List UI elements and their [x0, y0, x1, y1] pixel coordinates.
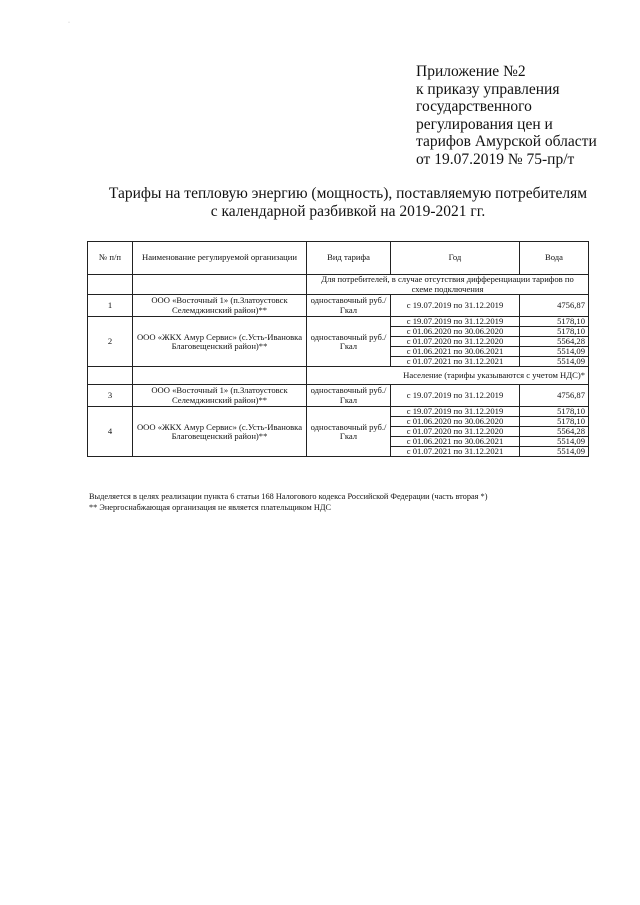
- row-value: 4756,87: [520, 295, 589, 317]
- row-value: 5514,09: [520, 347, 589, 357]
- row-value: 5564,28: [520, 337, 589, 347]
- row-value: 5178,10: [520, 317, 589, 327]
- table-row: [88, 317, 589, 327]
- row-num: 2: [88, 317, 133, 367]
- row-value: 5178,10: [520, 327, 589, 337]
- row-period: с 01.07.2021 по 31.12.2021: [391, 447, 520, 457]
- scan-mark: ·: [68, 20, 70, 26]
- table-row: [88, 385, 589, 407]
- tariffs-table: [87, 241, 589, 457]
- row-period: с 01.07.2021 по 31.12.2021: [391, 357, 520, 367]
- row-period: с 01.06.2021 по 30.06.2021: [391, 347, 520, 357]
- row-org: ООО «Восточный 1» (п.Златоустовск Селемджинский район)**: [133, 295, 307, 317]
- appendix-line: Приложение №2: [416, 63, 526, 80]
- row-period: с 01.07.2020 по 31.12.2020: [391, 337, 520, 347]
- appendix-line: тарифов Амурской области: [416, 133, 597, 151]
- group-spacer: [88, 367, 133, 385]
- row-period: с 19.07.2019 по 31.12.2019: [391, 317, 520, 327]
- row-type: одноставочный руб./Гкал: [307, 407, 391, 457]
- row-period: с 01.06.2021 по 30.06.2021: [391, 437, 520, 447]
- group-spacer: [133, 275, 307, 295]
- footnote-2: ** Энергоснабжающая организация не является плательщиком НДС: [89, 502, 332, 512]
- row-type: одноставочный руб./Гкал: [307, 295, 391, 317]
- row-value: 4756,87: [520, 385, 589, 407]
- row-value: 5178,10: [520, 417, 589, 427]
- row-org: ООО «ЖКХ Амур Сервис» (с.Усть-Ивановка Благовещенский район)**: [133, 407, 307, 457]
- row-period: с 01.06.2020 по 30.06.2020: [391, 417, 520, 427]
- header-type: Вид тарифа: [307, 242, 391, 275]
- appendix-line: к приказу управления: [416, 80, 560, 98]
- row-period: с 01.06.2020 по 30.06.2020: [391, 327, 520, 337]
- header-org: Наименование регулируемой организации: [133, 242, 307, 275]
- footnotes: [89, 492, 609, 513]
- row-num: 1: [88, 295, 133, 317]
- document-title: [90, 185, 606, 221]
- header-num: № п/п: [88, 242, 133, 275]
- group-label-1: Для потребителей, в случае отсутствия дифференциации тарифов по схеме подключения: [307, 275, 589, 295]
- table-row: [88, 407, 589, 417]
- title-line-1: Тарифы на тепловую энергию (мощность), поставляемую потребителям: [108, 185, 588, 202]
- group-spacer: [88, 275, 133, 295]
- row-value: 5514,09: [520, 357, 589, 367]
- row-num: 3: [88, 385, 133, 407]
- title-line-2: с календарной разбивкой на 2019-2021 гг.: [210, 203, 486, 220]
- appendix-line: регулирования цен и: [416, 115, 553, 133]
- group-row: [88, 275, 589, 295]
- appendix-line: от 19.07.2019 № 75-пр/т: [416, 150, 575, 168]
- row-type: одноставочный руб./Гкал: [307, 317, 391, 367]
- header-year: Год: [391, 242, 520, 275]
- table-header-row: [88, 242, 589, 275]
- row-period: с 01.07.2020 по 31.12.2020: [391, 427, 520, 437]
- row-value: 5514,09: [520, 447, 589, 457]
- row-org: ООО «ЖКХ Амур Сервис» (с.Усть-Ивановка Благовещенский район)**: [133, 317, 307, 367]
- row-type: одноставочный руб./Гкал: [307, 385, 391, 407]
- row-period: с 19.07.2019 по 31.12.2019: [391, 385, 520, 407]
- row-value: 5514,09: [520, 437, 589, 447]
- table-row: [88, 295, 589, 317]
- row-num: 4: [88, 407, 133, 457]
- row-value: 5178,10: [520, 407, 589, 417]
- row-period: с 19.07.2019 по 31.12.2019: [391, 407, 520, 417]
- group-label-2: Население (тарифы указываются с учетом НДС)*: [307, 367, 589, 385]
- appendix-header: [416, 63, 626, 169]
- footnote-1: Выделяется в целях реализации пункта 6 статьи 168 Налогового кодекса Российской Федерации (часть вторая *): [89, 492, 488, 501]
- row-org: ООО «Восточный 1» (п.Златоустовск Селемджинский район)**: [133, 385, 307, 407]
- row-period: с 19.07.2019 по 31.12.2019: [391, 295, 520, 317]
- group-row: [88, 367, 589, 385]
- row-value: 5564,28: [520, 427, 589, 437]
- group-spacer: [133, 367, 307, 385]
- header-water: Вода: [520, 242, 589, 275]
- appendix-line: государственного: [416, 98, 532, 116]
